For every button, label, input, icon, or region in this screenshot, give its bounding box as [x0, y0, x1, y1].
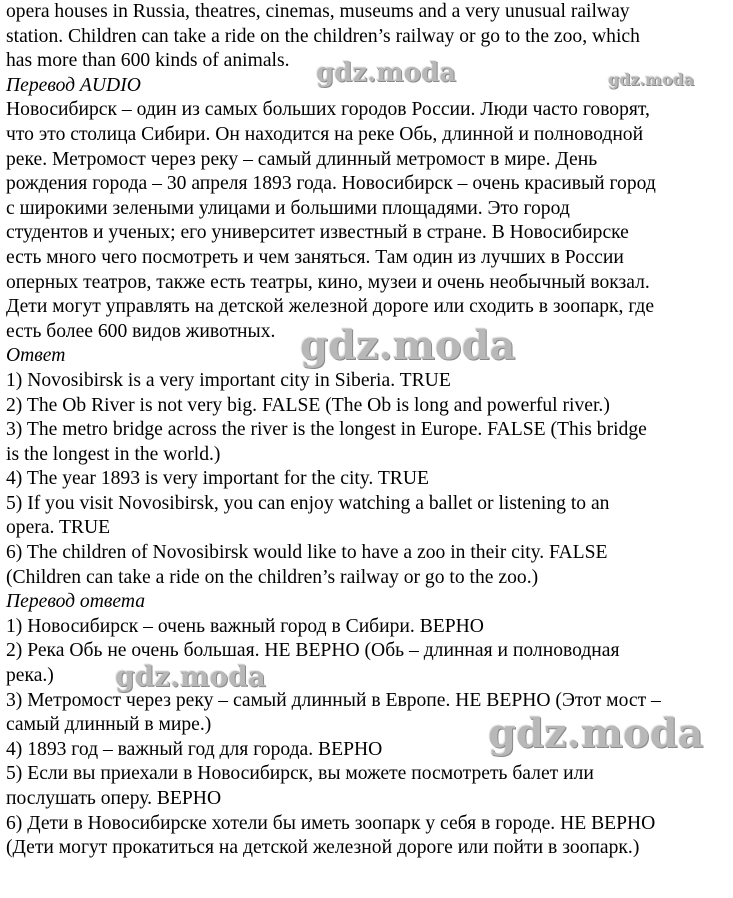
answer-translation-heading: Перевод ответа — [6, 591, 146, 613]
watermark: gdz.moda — [608, 70, 695, 89]
answer-line: 4) The year 1893 is very important for the city. TRUE — [6, 468, 429, 490]
intro-paragraph — [6, 0, 731, 74]
answer-translation-line: послушать оперу. ВЕРНО — [6, 788, 222, 809]
answer-translation-line: 4) 1893 год – важный год для города. ВЕРНО — [6, 738, 383, 760]
translation-line: есть более 600 видов животных. — [6, 320, 276, 342]
answer-line: 6) The children of Novosibirsk would like to have a zoo in their city. FALSE — [6, 542, 608, 564]
answer-translation-line: самый длинный в мире.) — [6, 714, 212, 736]
document-page — [6, 0, 731, 861]
watermark: gdz.moda — [115, 660, 266, 693]
translation-line: с широкими зелеными улицами и большими площадями. Это город — [6, 197, 570, 219]
answer-translation-line: 2) Река Обь не очень большая. НЕ ВЕРНО (Обь – длинная и полноводная — [6, 640, 620, 662]
translation-line: рождения города – 30 апреля 1893 года. Новосибирск – очень красивый город — [6, 173, 656, 195]
translation-line: Дети могут управлять на детской железной дороге или сходить в зоопарк, где — [6, 296, 655, 318]
translation-paragraph — [6, 98, 731, 344]
intro-line: opera houses in Russia, theatres, cinemas, museums and a very unusual railway — [6, 1, 630, 22]
translation-line: Новосибирск – один из самых больших городов России. Люди часто говорят, — [6, 99, 650, 121]
watermark: gdz.moda — [300, 322, 516, 369]
answer-translation-line: 6) Дети в Новосибирске хотели бы иметь зоопарк у себя в городе. НЕ ВЕРНО — [6, 812, 656, 834]
answer-line: 2) The Ob River is not very big. FALSE (The Ob is long and powerful river.) — [6, 394, 610, 416]
answer-translation-line: 1) Новосибирск – очень важный город в Сибири. ВЕРНО — [6, 615, 484, 637]
translation-line: студентов и ученых; его университет известный в стране. В Новосибирске — [6, 222, 629, 244]
answer-translation-line: река.) — [6, 665, 54, 687]
answer-heading: Ответ — [6, 345, 66, 367]
answer-translation-line: 3) Метромост через реку – самый длинный в Европе. НЕ ВЕРНО (Этот мост – — [6, 689, 661, 711]
answer-line: 1) Novosibirsk is a very important city in Siberia. TRUE — [6, 369, 451, 391]
translation-line: что это столица Сибири. Он находится на реке Обь, длинной и полноводной — [6, 123, 644, 145]
watermark: gdz.moda — [488, 710, 704, 757]
answer-line: is the longest in the world.) — [6, 443, 221, 465]
watermark: gdz.moda — [316, 58, 457, 88]
answer-line: (Children can take a ride on the children’s railway or go to the zoo.) — [6, 566, 539, 588]
answer-line: 3) The metro bridge across the river is the longest in Europe. FALSE (This bridge — [6, 419, 647, 441]
answer-translation-line: 5) Если вы приехали в Новосибирск, вы можете посмотреть балет или — [6, 763, 594, 785]
answer-translation-list — [6, 615, 731, 861]
translation-line: реке. Метромост через реку – самый длинный метромост в мире. День — [6, 148, 598, 170]
answer-line: opera. TRUE — [6, 517, 111, 539]
intro-line: station. Children can take a ride on the children’s railway or go to the zoo, which — [6, 25, 640, 47]
intro-line: has more than 600 kinds of animals. — [6, 50, 290, 72]
translation-line: оперных театров, также есть театры, кино, музеи и очень необычный вокзал. — [6, 271, 650, 293]
answer-list — [6, 369, 731, 590]
answer-translation-line: (Дети могут прокатиться на детской железной дороге или пойти в зоопарк.) — [6, 837, 640, 859]
answer-line: 5) If you visit Novosibirsk, you can enjoy watching a ballet or listening to an — [6, 492, 610, 514]
translation-line: есть много чего посмотреть и чем заняться. Там один из лучших в России — [6, 246, 624, 268]
translation-heading: Перевод AUDIO — [6, 74, 141, 96]
